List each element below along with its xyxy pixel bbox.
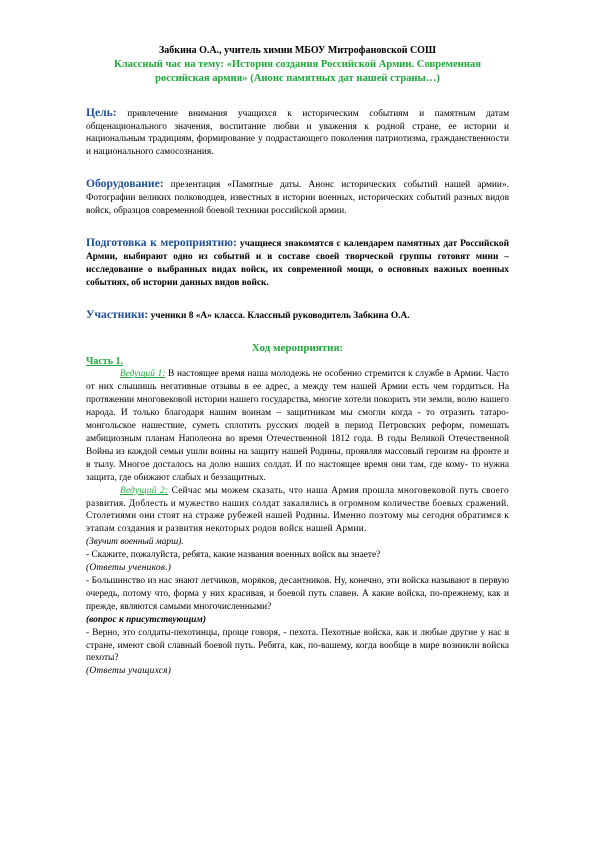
presenter-1-text: В настоящее время наша молодежь не особенно стремится к службе в Армии. Часто от них слышишь негативные отзывы в ее адрес, а между тем нашей Армии есть чем гордиться. На протяжении многовековой истории нашего государства, многие хотели покорить эти земли, волю нашего народа. И только благодаря нашим воинам – защитникам мы смогли когда - то отразить татаро-монгольское нашествие, суметь сплотить русских людей в период Петровских реформ, помешать амбициозным планам Наполеона во время Отечественной 1812 года. В годы Великой Отечественной Войны из каждой семьи ушли воины на защиту нашей Родины, проявляя массовый героизм на фронте и в тылу. Многое досталось на долю наших солдат. И по настоящее время они там, где кому- то нужна защита, где обижают слабых и беззащитных.	[86, 369, 509, 483]
answers-1: (Ответы учеников.)	[86, 563, 172, 574]
goal-paragraph	[86, 107, 509, 160]
participants-label: Участники:	[86, 307, 149, 321]
presenter-1-paragraph	[86, 368, 509, 484]
paragraph-4: - Верно, это солдаты-пехотинцы, проще говоря, - пехота. Пехотные войска, как и любые другие у нас в стране, имеют свой славный боевой путь. Ребята, как, по-вашему, когда вообще в мире возникли войска пехоты?	[86, 627, 509, 664]
event-title: Ход мероприятия:	[251, 342, 344, 355]
preparation-label: Подготовка к мероприятию:	[86, 235, 237, 249]
participants-text: ученики 8 «А» класса. Классный руководитель Забкина О.А.	[148, 310, 410, 321]
goal-label: Цель:	[86, 105, 117, 119]
author-line: Забкина О.А., учитель химии МБОУ Митрофановской СОШ	[159, 45, 436, 56]
part-heading: Часть 1.	[86, 356, 123, 368]
equipment-paragraph	[86, 178, 509, 218]
presenter-1-label: Ведущий 1:	[120, 369, 166, 380]
presenter-2-paragraph	[86, 485, 509, 537]
question-to-audience: (вопрос к присутствующим)	[86, 614, 206, 625]
presenter-2-label: Ведущий 2:	[120, 485, 169, 496]
goal-text: привлечение внимания учащихся к историческим событиям и памятным датам общенационального значения, воспитание любви и уважения к родной стране, ее истории и национальным традициям, формирование у подрастающего поколения патриотизма, гражданственности и национального самосознания.	[86, 108, 509, 158]
preparation-text: учащиеся знакомятся с календарем памятных дат Российской Армии, выбирают одно из событий и в составе своей творческой группы готовят мини – исследование о выбранных видах войск, их современной мощи, о основных важных военных событиях, об истории данных видов войск.	[86, 238, 509, 288]
equipment-label: Оборудование:	[86, 177, 164, 191]
presenter-2-text: Сейчас мы можем сказать, что наша Армия прошла многовековой путь своего развития. Доблесть и мужество наших солдат закалялись в огромном количестве боевых сражений. Столетиями они стоят на страже рубежей нашей Родины. Именно поэтому мы сегодня обратимся к этапам создания и развития некоторых родов войск нашей Армии.	[86, 485, 509, 535]
participants-paragraph	[86, 309, 509, 323]
equipment-text: презентация «Памятные даты. Анонс исторических событий нашей армии». Фотографии великих полководцев, известных в истории военных, исторических событий разных видов войск, образцов современной боевой техники российской армии.	[86, 180, 509, 217]
preparation-paragraph	[86, 237, 509, 290]
question-1: - Скажите, пожалуйста, ребята, какие названия военных войск вы знаете?	[86, 550, 381, 561]
answers-2: (Ответы учащихся)	[86, 666, 172, 677]
stage-direction-march: (Звучит военный марш).	[86, 537, 184, 548]
paragraph-3: - Большинство из нас знают летчиков, моряков, десантников. Ну, конечно, эти войска называют в первую очередь, потому что, форма у них красивая, и боевой путь славен. А какие войска, по-прежнему, как и прежде, являются самыми многочисленными?	[86, 575, 509, 612]
topic-title: Классный час на тему: «История создания Российской Армии. Современная российская армия» (Анонс памятных дат нашей страны…)	[114, 59, 481, 84]
